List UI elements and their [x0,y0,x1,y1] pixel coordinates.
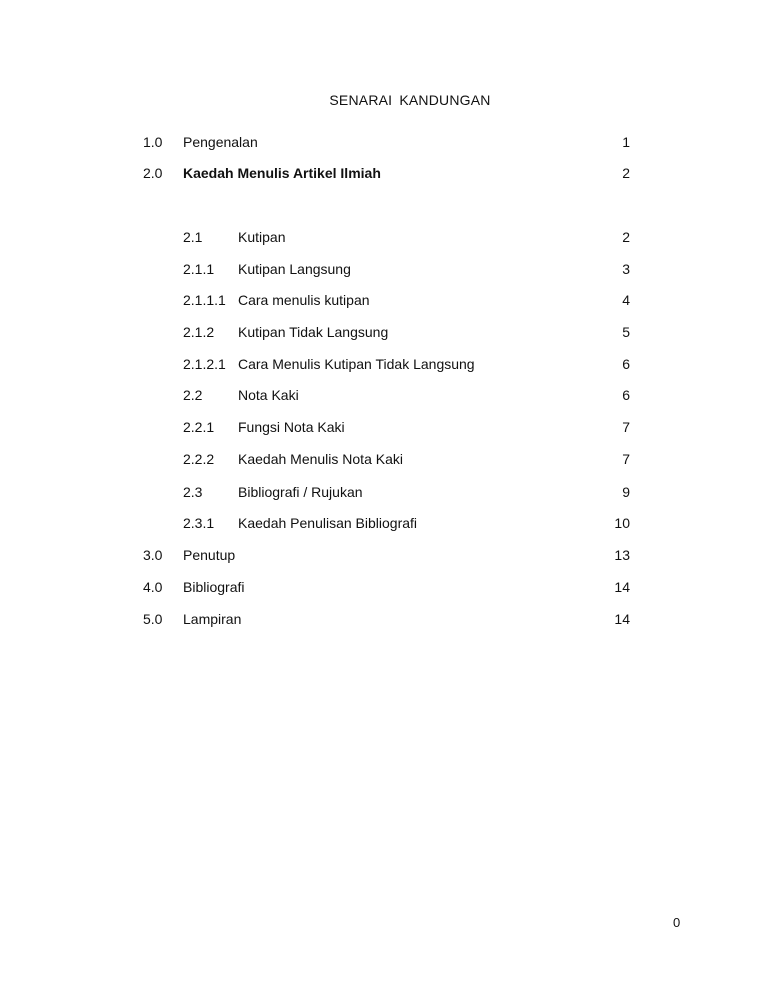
entry-number: 2.1.2.1 [183,356,226,372]
toc-entry [0,132,768,152]
toc-entry [0,259,768,279]
page-number: 0 [673,915,681,930]
entry-label: Kutipan [238,229,286,245]
entry-page: 13 [614,547,630,563]
entry-page: 9 [622,484,630,500]
entry-label: Pengenalan [183,134,258,150]
entry-page: 4 [622,292,630,308]
entry-label: Kaedah Menulis Nota Kaki [238,451,403,467]
entry-label: Kaedah Menulis Artikel Ilmiah [183,165,381,181]
entry-number: 2.1.1.1 [183,292,226,308]
entry-page: 10 [614,515,630,531]
entry-label: Fungsi Nota Kaki [238,419,345,435]
entry-page: 6 [622,356,630,372]
toc-entry [0,163,768,183]
entry-number: 3.0 [143,547,163,563]
entry-number: 1.0 [143,134,163,150]
entry-number: 2.3.1 [183,515,215,531]
toc-entry [0,227,768,247]
entry-label: Bibliografi [183,579,245,595]
entry-number: 2.2.1 [183,419,215,435]
toc-entry [0,545,768,565]
entry-page: 14 [614,611,630,627]
entry-label: Cara menulis kutipan [238,292,370,308]
entry-page: 2 [622,229,630,245]
entry-number: 2.1.1 [183,261,215,277]
toc-entry [0,577,768,597]
toc-entry [0,417,768,437]
entry-number: 2.2.2 [183,451,215,467]
entry-number: 2.1 [183,229,203,245]
toc-entry [0,290,768,310]
toc-entry [0,354,768,374]
entry-page: 14 [614,579,630,595]
toc-title: SENARAI KANDUNGAN [329,92,491,108]
entry-label: Cara Menulis Kutipan Tidak Langsung [238,356,475,372]
entry-page: 1 [622,134,630,150]
entry-number: 2.0 [143,165,163,181]
entry-number: 2.1.2 [183,324,215,340]
entry-label: Kutipan Tidak Langsung [238,324,389,340]
entry-label: Kutipan Langsung [238,261,351,277]
entry-label: Bibliografi / Rujukan [238,484,363,500]
entry-page: 7 [622,419,630,435]
entry-number: 5.0 [143,611,163,627]
toc-entry [0,482,768,502]
entry-label: Lampiran [183,611,242,627]
toc-entry [0,449,768,469]
entry-label: Kaedah Penulisan Bibliografi [238,515,418,531]
toc-entry [0,513,768,533]
entry-number: 2.3 [183,484,203,500]
entry-page: 6 [622,387,630,403]
entry-page: 2 [622,165,630,181]
toc-entry [0,609,768,629]
toc-entry [0,322,768,342]
entry-number: 4.0 [143,579,163,595]
entry-page: 7 [622,451,630,467]
toc-entry [0,385,768,405]
entry-page: 3 [622,261,630,277]
entry-number: 2.2 [183,387,203,403]
entry-label: Penutup [183,547,236,563]
entry-page: 5 [622,324,630,340]
entry-label: Nota Kaki [238,387,299,403]
